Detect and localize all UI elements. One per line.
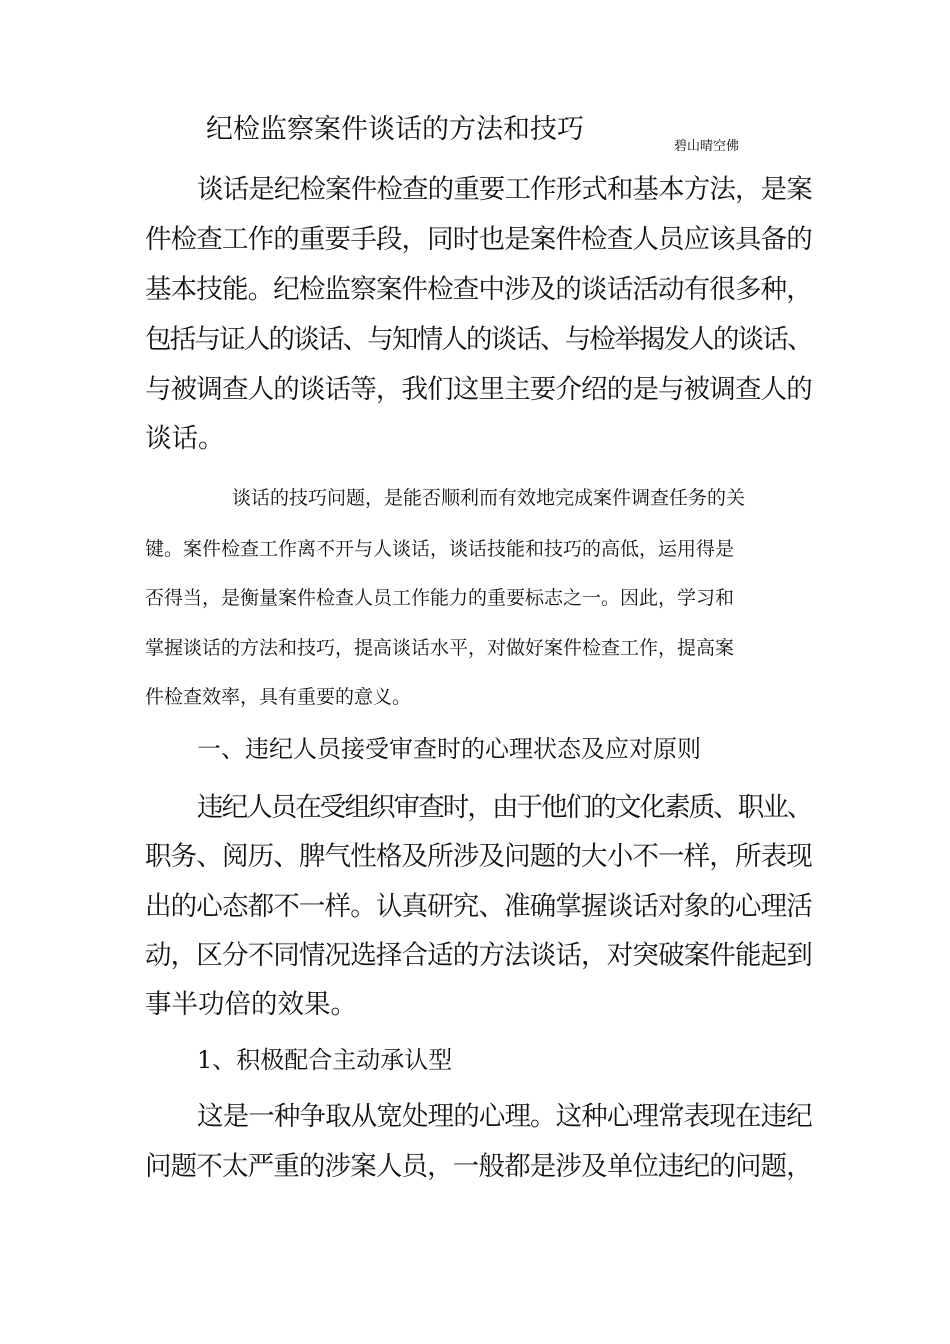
para3-line-3: 出的心态都不一样。认真研究、准确掌握谈话对象的心理活 bbox=[145, 891, 812, 922]
para2-line-2: 键。案件检查工作离不开与人谈话，谈话技能和技巧的高低，运用得是 bbox=[145, 538, 735, 560]
para1-line-4: 包括与证人的谈话、与知情人的谈话、与检举揭发人的谈话、 bbox=[145, 324, 812, 355]
para4-line-1: 这是一种争取从宽处理的心理。这种心理常表现在违纪 bbox=[197, 1101, 812, 1132]
para2-line-3: 否得当，是衡量案件检查人员工作能力的重要标志之一。因此，学习和 bbox=[145, 587, 735, 609]
para1-line-3: 基本技能。纪检监察案件检查中涉及的谈话活动有很多种， bbox=[145, 274, 812, 305]
para3-line-2: 职务、阅历、脾气性格及所涉及问题的大小不一样，所表现 bbox=[145, 841, 812, 872]
para1-line-1: 谈话是纪检案件检查的重要工作形式和基本方法，是案 bbox=[197, 174, 812, 205]
para1-line-6: 谈话。 bbox=[145, 423, 225, 454]
para3-line-4: 动，区分不同情况选择合适的方法谈话，对突破案件能起到 bbox=[145, 940, 812, 971]
author-name: 碧山晴空佛 bbox=[674, 139, 740, 154]
subsection-heading: 1、积极配合主动承认型 bbox=[197, 1046, 453, 1074]
para4-line-2: 问题不太严重的涉案人员，一般都是涉及单位违纪的问题， bbox=[145, 1151, 812, 1182]
document-title: 纪检监察案件谈话的方法和技巧 bbox=[206, 114, 584, 145]
para1-line-2: 件检查工作的重要手段，同时也是案件检查人员应该具备的 bbox=[145, 224, 812, 255]
section-heading: 一、违纪人员接受审查时的心理状态及应对原则 bbox=[197, 735, 701, 763]
para2-line-4: 掌握谈话的方法和技巧，提高谈话水平，对做好案件检查工作，提高案 bbox=[145, 637, 735, 659]
para3-line-5: 事半功倍的效果。 bbox=[145, 989, 357, 1020]
para2-line-1: 谈话的技巧问题，是能否顺利而有效地完成案件调查任务的关 bbox=[232, 487, 746, 509]
para3-line-1: 违纪人员在受组织审查时，由于他们的文化素质、职业、 bbox=[197, 792, 812, 823]
para2-line-5: 件检查效率，具有重要的意义。 bbox=[145, 686, 412, 708]
para1-line-5: 与被调查人的谈话等，我们这里主要介绍的是与被调查人的 bbox=[145, 374, 812, 405]
